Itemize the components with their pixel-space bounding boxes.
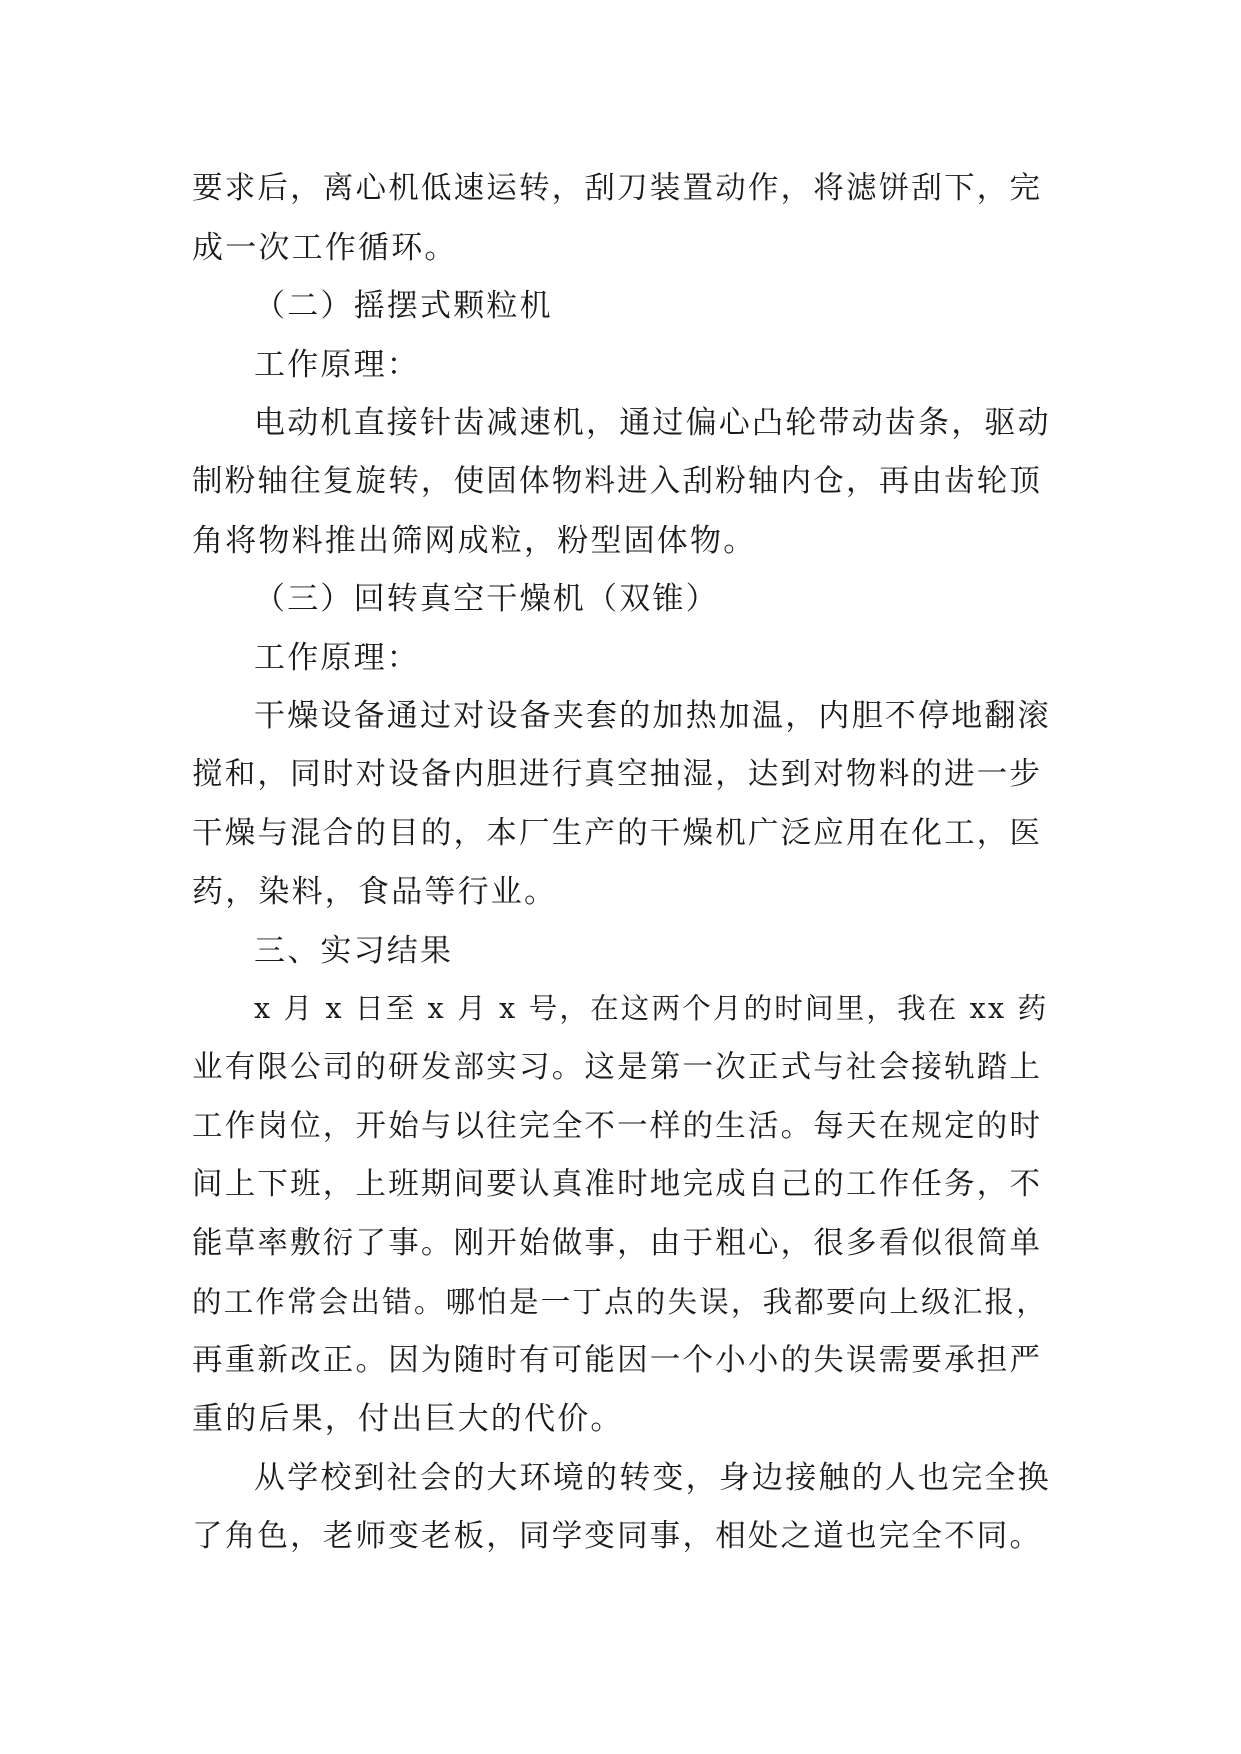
subheading: 工作原理： bbox=[254, 639, 420, 676]
text-line: 能草率敷衍了事。刚开始做事，由于粗心，很多看似很简单 bbox=[192, 1225, 1043, 1261]
text-line: 业有限公司的研发部实习。这是第一次正式与社会接轨踏上 bbox=[192, 1049, 1043, 1085]
text-line: x 月 x 日至 x 月 x 号，在这两个月的时间里，我在 xx 药 bbox=[254, 992, 1049, 1026]
section-heading: （二）摇摆式颗粒机 bbox=[254, 288, 553, 325]
text-line: 药，染料，食品等行业。 bbox=[192, 874, 558, 911]
text-line: 角将物料推出筛网成粒，粉型固体物。 bbox=[192, 522, 757, 559]
text-line: 干燥设备通过对设备夹套的加热加温，内胆不停地翻滚 bbox=[254, 698, 1051, 735]
text-line: 重的后果，付出巨大的代价。 bbox=[192, 1401, 624, 1438]
text-line: 了角色，老师变老板，同学变同事，相处之道也完全不同。 bbox=[192, 1518, 1043, 1554]
text-line: 搅和，同时对设备内胆进行真空抽湿，达到对物料的进一步 bbox=[192, 756, 1043, 792]
text-line: 的工作常会出错。哪怕是一丁点的失误，我都要向上级汇报， bbox=[192, 1285, 1048, 1320]
subheading: 工作原理： bbox=[254, 346, 420, 383]
text-line: 成一次工作循环。 bbox=[192, 229, 458, 266]
text-line: 工作岗位，开始与以往完全不一样的生活。每天在规定的时 bbox=[192, 1108, 1043, 1144]
text-line: 从学校到社会的大环境的转变，身边接触的人也完全换 bbox=[254, 1460, 1051, 1497]
document-body bbox=[192, 160, 1052, 1566]
text-line: 制粉轴往复旋转，使固体物料进入刮粉轴内仓，再由齿轮顶 bbox=[192, 463, 1043, 499]
text-line: 要求后，离心机低速运转，刮刀装置动作，将滤饼刮下，完 bbox=[192, 171, 1043, 206]
section-heading: （三）回转真空干燥机（双锥） bbox=[254, 581, 719, 618]
text-line: 再重新改正。因为随时有可能因一个小小的失误需要承担严 bbox=[192, 1342, 1043, 1378]
text-line: 干燥与混合的目的，本厂生产的干燥机广泛应用在化工，医 bbox=[192, 815, 1043, 851]
text-line: 电动机直接针齿减速机，通过偏心凸轮带动齿条，驱动 bbox=[254, 405, 1051, 442]
section-heading: 三、实习结果 bbox=[254, 932, 454, 969]
text-line: 间上下班，上班期间要认真准时地完成自己的工作任务，不 bbox=[192, 1167, 1043, 1203]
